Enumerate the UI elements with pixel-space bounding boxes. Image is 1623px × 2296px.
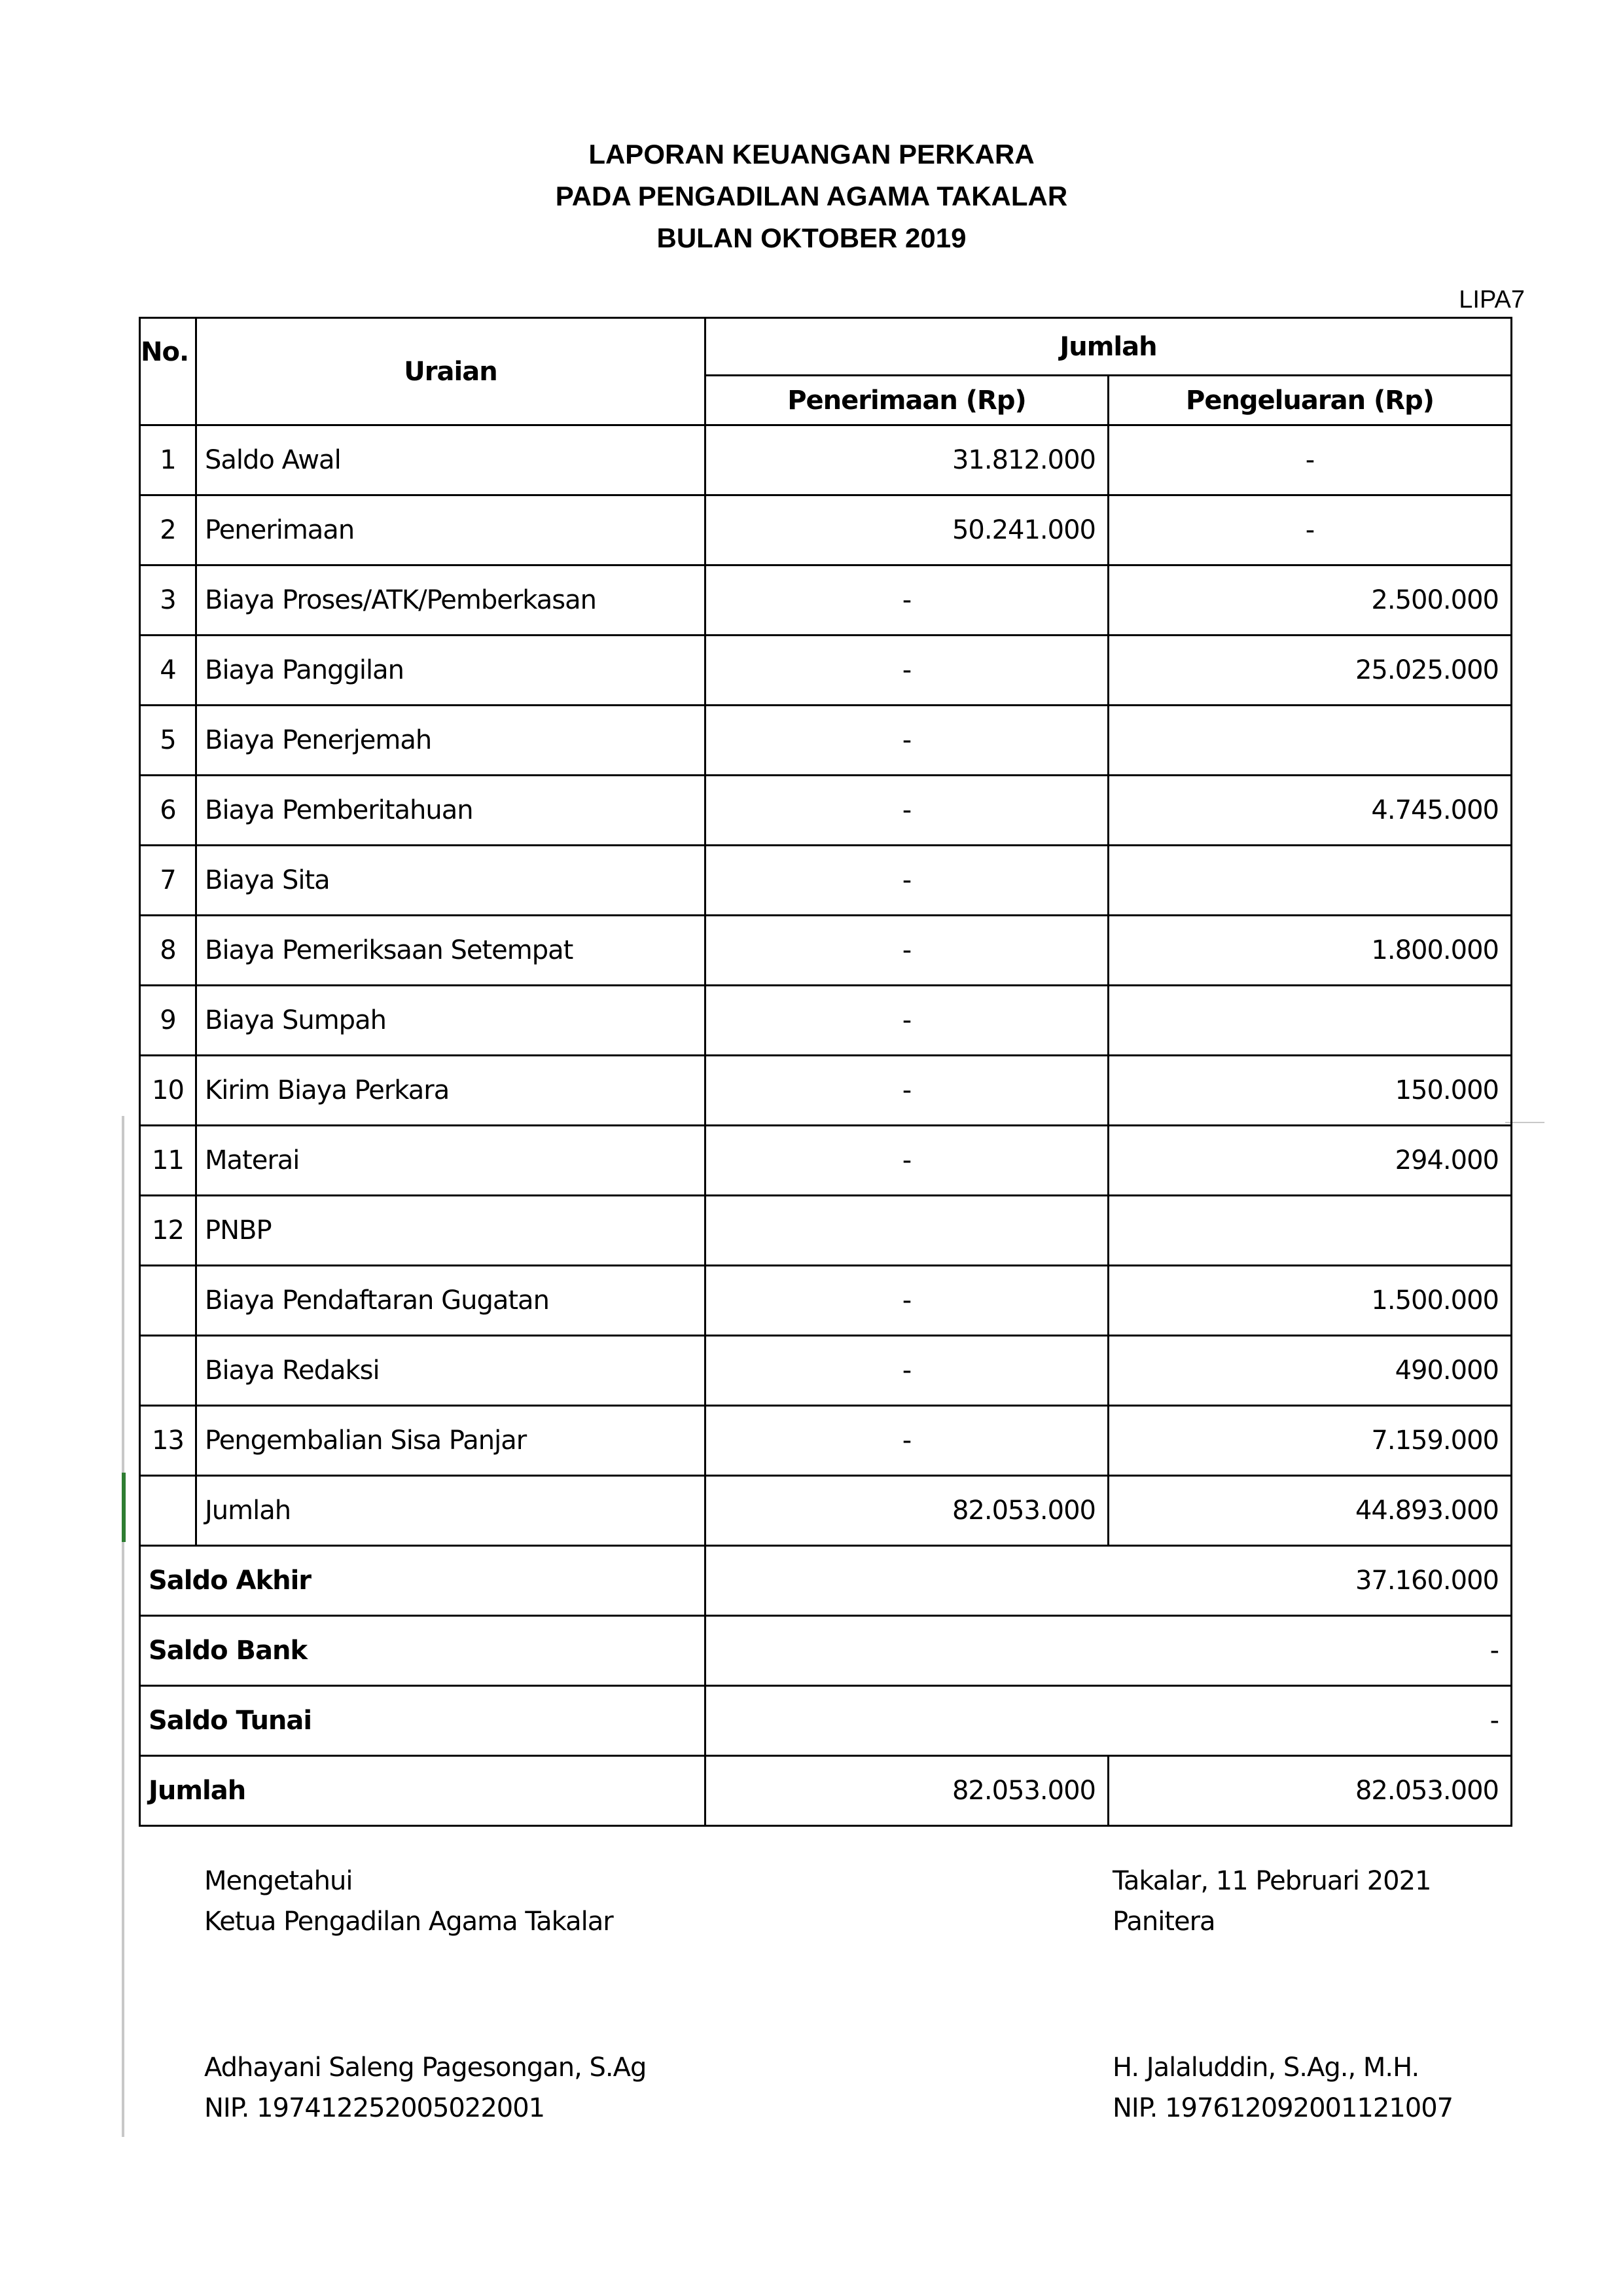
row-no: 1 [140,425,196,495]
row-uraian: Biaya Penerjemah [196,706,705,776]
row-uraian: Biaya Redaksi [196,1336,705,1406]
row-uraian: Biaya Sita [196,846,705,916]
total-row [140,1756,1512,1826]
signature-right-line2: Panitera [1113,1907,1215,1937]
report-title-line3: BULAN OKTOBER 2019 [656,223,967,253]
table-row [140,1126,1512,1196]
row-pengeluaran: 44.893.000 [1109,1476,1512,1546]
row-penerimaan: - [705,916,1109,986]
signature-left [204,1861,613,1942]
table-row [140,706,1512,776]
row-uraian: Kirim Biaya Perkara [196,1056,705,1126]
row-no: 12 [140,1196,196,1266]
signature-right-line1: Takalar, 11 Pebruari 2021 [1113,1866,1431,1896]
row-pengeluaran: 7.159.000 [1109,1406,1512,1476]
row-uraian: Biaya Pemberitahuan [196,776,705,846]
row-pengeluaran [1109,706,1512,776]
row-penerimaan: - [705,1266,1109,1336]
row-penerimaan: - [705,636,1109,706]
form-code: LIPA7 [1459,286,1525,314]
signature-left-name-block [204,2047,646,2128]
row-penerimaan [705,1196,1109,1266]
row-pengeluaran: 294.000 [1109,1126,1512,1196]
row-no: 11 [140,1126,196,1196]
row-no: 13 [140,1406,196,1476]
row-no: 4 [140,636,196,706]
row-pengeluaran: 150.000 [1109,1056,1512,1126]
selected-row-marker [122,1473,126,1542]
row-penerimaan: - [705,846,1109,916]
row-no [140,1266,196,1336]
row-no [140,1476,196,1546]
table-row [140,495,1512,565]
row-pengeluaran: - [1109,495,1512,565]
row-uraian: Penerimaan [196,495,705,565]
row-no: 10 [140,1056,196,1126]
row-uraian: Jumlah [196,1476,705,1546]
table-row [140,1266,1512,1336]
signature-right-name-block [1113,2047,1453,2128]
sheet-gutter-line [122,1116,124,2137]
row-penerimaan: - [705,776,1109,846]
table-row [140,565,1512,636]
row-pengeluaran: 1.800.000 [1109,916,1512,986]
row-pengeluaran: 2.500.000 [1109,565,1512,636]
row-pengeluaran: 490.000 [1109,1336,1512,1406]
saldo-tunai-value: - [705,1686,1512,1756]
header-no: No. [140,318,196,425]
saldo-bank-value: - [705,1616,1512,1686]
saldo-akhir-value: 37.160.000 [705,1546,1512,1616]
row-penerimaan: - [705,986,1109,1056]
saldo-akhir-label: Saldo Akhir [140,1546,705,1616]
table-row [140,916,1512,986]
table-row [140,1056,1512,1126]
saldo-akhir-row [140,1546,1512,1616]
row-pengeluaran: 25.025.000 [1109,636,1512,706]
table-row [140,776,1512,846]
saldo-bank-row [140,1616,1512,1686]
table-row [140,846,1512,916]
signature-right-name: H. Jalaluddin, S.Ag., M.H. [1113,2053,1419,2083]
report-title-line2: PADA PENGADILAN AGAMA TAKALAR [555,181,1068,211]
row-no: 8 [140,916,196,986]
row-uraian: Materai [196,1126,705,1196]
row-uraian: Biaya Sumpah [196,986,705,1056]
row-no: 6 [140,776,196,846]
row-uraian: Saldo Awal [196,425,705,495]
row-no: 5 [140,706,196,776]
row-penerimaan: - [705,1406,1109,1476]
row-pengeluaran: - [1109,425,1512,495]
table-row [140,1406,1512,1476]
total-penerimaan: 82.053.000 [705,1756,1109,1826]
row-no: 9 [140,986,196,1056]
report-title-line1: LAPORAN KEUANGAN PERKARA [588,139,1035,170]
row-uraian: Biaya Pendaftaran Gugatan [196,1266,705,1336]
row-uraian: Biaya Panggilan [196,636,705,706]
row-penerimaan: - [705,1126,1109,1196]
row-no: 2 [140,495,196,565]
table-row [140,986,1512,1056]
header-jumlah: Jumlah [705,318,1512,376]
signature-left-name: Adhayani Saleng Pagesongan, S.Ag [204,2053,647,2083]
row-penerimaan: - [705,565,1109,636]
row-pengeluaran [1109,846,1512,916]
row-uraian: Biaya Proses/ATK/Pemberkasan [196,565,705,636]
header-penerimaan: Penerimaan (Rp) [705,376,1109,425]
row-pengeluaran [1109,986,1512,1056]
signature-right [1113,1861,1431,1942]
row-no: 3 [140,565,196,636]
row-penerimaan: - [705,706,1109,776]
header-uraian: Uraian [196,318,705,425]
table-row [140,1196,1512,1266]
row-uraian: Pengembalian Sisa Panjar [196,1406,705,1476]
row-penerimaan: - [705,1336,1109,1406]
row-pengeluaran: 1.500.000 [1109,1266,1512,1336]
signature-left-line2: Ketua Pengadilan Agama Takalar [204,1907,613,1937]
table-row [140,1336,1512,1406]
saldo-bank-label: Saldo Bank [140,1616,705,1686]
signature-left-nip: NIP. 197412252005022001 [204,2093,545,2123]
row-penerimaan: 31.812.000 [705,425,1109,495]
row-no [140,1336,196,1406]
row-pengeluaran [1109,1196,1512,1266]
row-uraian: PNBP [196,1196,705,1266]
saldo-tunai-label: Saldo Tunai [140,1686,705,1756]
row-pengeluaran: 4.745.000 [1109,776,1512,846]
saldo-tunai-row [140,1686,1512,1756]
signature-right-nip: NIP. 197612092001121007 [1113,2093,1454,2123]
row-penerimaan: 50.241.000 [705,495,1109,565]
row-penerimaan: 82.053.000 [705,1476,1109,1546]
row-no: 7 [140,846,196,916]
header-pengeluaran: Pengeluaran (Rp) [1109,376,1512,425]
signature-left-line1: Mengetahui [204,1866,353,1896]
subtotal-row [140,1476,1512,1546]
financial-report-table [139,317,1512,1827]
table-row [140,636,1512,706]
total-label: Jumlah [140,1756,705,1826]
table-row [140,425,1512,495]
row-uraian: Biaya Pemeriksaan Setempat [196,916,705,986]
total-pengeluaran: 82.053.000 [1109,1756,1512,1826]
row-penerimaan: - [705,1056,1109,1126]
